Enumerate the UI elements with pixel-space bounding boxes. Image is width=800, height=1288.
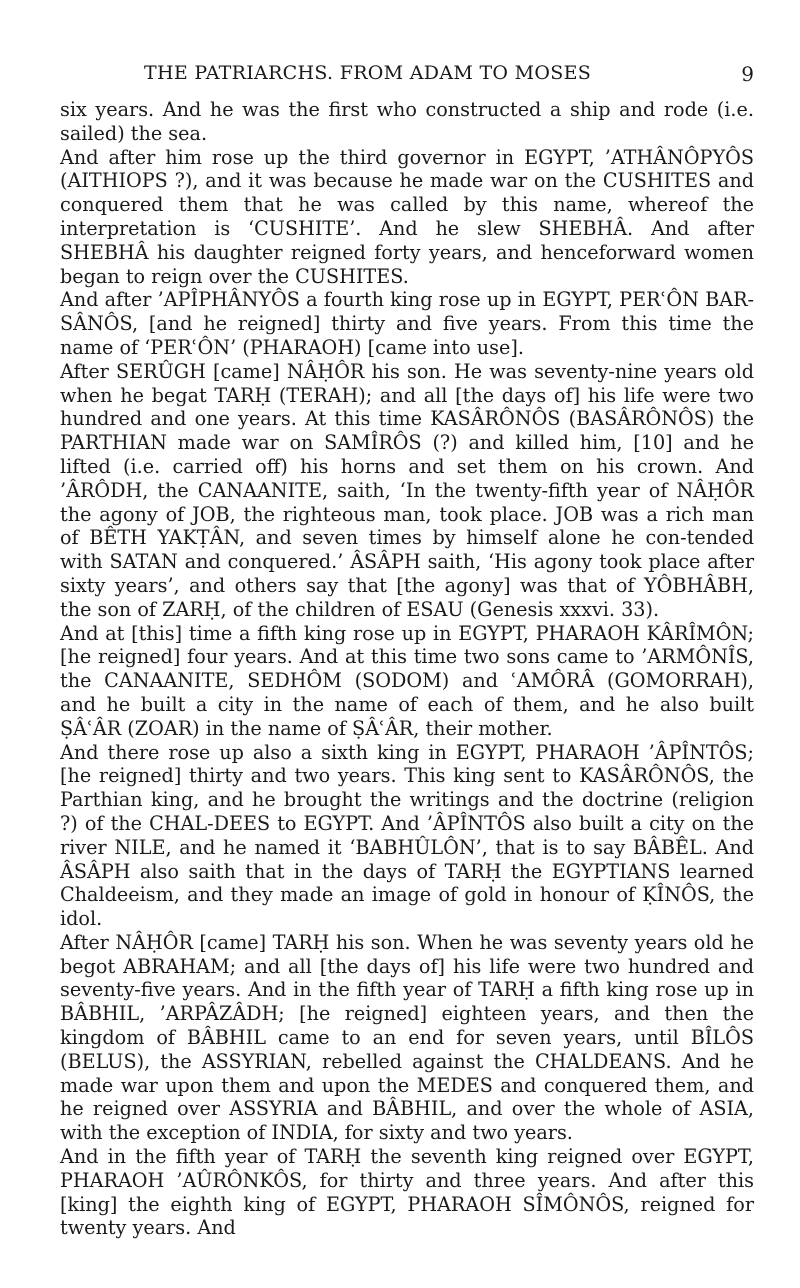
- paragraph: After NÂḤÔR [came] TARḤ his son. When he was seventy years old he begot ABRAHAM; and all [the days of] his life were two hundred and seventy-five years. And in the fifth year of TARḤ a fifth king rose up in BÂBHIL, ’ARPÂZÂDH; [he reigned] eighteen years, and then the kingdom of BÂBHIL came to an end for seven years, until BÎLÔS (BELUS), the ASSYRIAN, rebelled against the CHALDEANS. And he made war upon them and upon the MEDES and conquered them, and he reigned over ASSYRIA and BÂBHIL, and over the whole of ASIA, with the exception of INDIA, for sixty and two years.: [60, 930, 754, 1145]
- page-number: 9: [741, 62, 754, 86]
- paragraph: And in the fifth year of TARḤ the seventh king reigned over EGYPT, PHARAOH ’AÛRÔNKÔS, for thirty and three years. And after this [king] the eighth king of EGYPT, PHARAOH SÎMÔNÔS, reigned for twenty years. And: [60, 1145, 754, 1240]
- paragraph: And after him rose up the third governor in EGYPT, ’ATHÂNÔPYÔS (AITHIOPS ?), and it was because he made war on the CUSHITES and conquered them that he was called by this name, whereof the interpretation is ‘CUSHITE’. And he slew SHEBHÂ. And after SHEBHÂ his daughter reigned forty years, and henceforward women began to reign over the CUSHITES.: [60, 145, 754, 288]
- paragraph: six years. And he was the first who constructed a ship and rode (i.e. sailed) the sea.: [60, 98, 754, 145]
- paragraph: And at [this] time a fifth king rose up in EGYPT, PHARAOH KÂRÎMÔN; [he reigned] four years. And at this time two sons came to ’ARMÔNÎS, the CANAANITE, SEDHÔM (SODOM) and ʿAMÔRÂ (GOMORRAH), and he built a city in the name of each of them, and he also built ṢÂʿÂR (ZOAR) in the name of ṢÂʿÂR, their mother.: [60, 621, 754, 740]
- page-body: [60, 98, 754, 1240]
- running-title: THE PATRIARCHS. FROM ADAM TO MOSES: [144, 62, 592, 84]
- paragraph: After SERÛGH [came] NÂḤÔR his son. He was seventy-nine years old when he begat TARḤ (TERAH); and all [the days of] his life were two hundred and one years. At this time KASÂRÔNÔS (BASÂRÔNÔS) the PARTHIAN made war on SAMÎRÔS (?) and killed him, [10] and he lifted (i.e. carried off) his horns and set them on his crown. And ’ÂRÔDH, the CANAANITE, saith, ‘In the twenty-fifth year of NÂḤÔR the agony of JOB, the righteous man, took place. JOB was a rich man of BÊTH YAKṬÂN, and seven times by himself alone he con-tended with SATAN and conquered.’ ÂSÂPH saith, ‘His agony took place after sixty years’, and others say that [the agony] was that of YÔBHÂBH, the son of ZARḤ, of the children of ESAU (Genesis xxxvi. 33).: [60, 359, 754, 621]
- running-header: [60, 62, 754, 92]
- paragraph: And after ’APÎPHÂNYÔS a fourth king rose up in EGYPT, PERʿÔN BAR-SÂNÔS, [and he reigned] thirty and five years. From this time the name of ‘PERʿÔN’ (PHARAOH) [came into use].: [60, 288, 754, 359]
- paragraph: And there rose up also a sixth king in EGYPT, PHARAOH ’ÂPÎNTÔS; [he reigned] thirty and two years. This king sent to KASÂRÔNÔS, the Parthian king, and he brought the writings and the doctrine (religion ?) of the CHAL-DEES to EGYPT. And ’ÂPÎNTÔS also built a city on the river NILE, and he named it ‘BABHÛLÔN’, that is to say BÂBÊL. And ÂSÂPH also saith that in the days of TARḤ the EGYPTIANS learned Chaldeeism, and they made an image of gold in honour of ḲÎNÔS, the idol.: [60, 740, 754, 931]
